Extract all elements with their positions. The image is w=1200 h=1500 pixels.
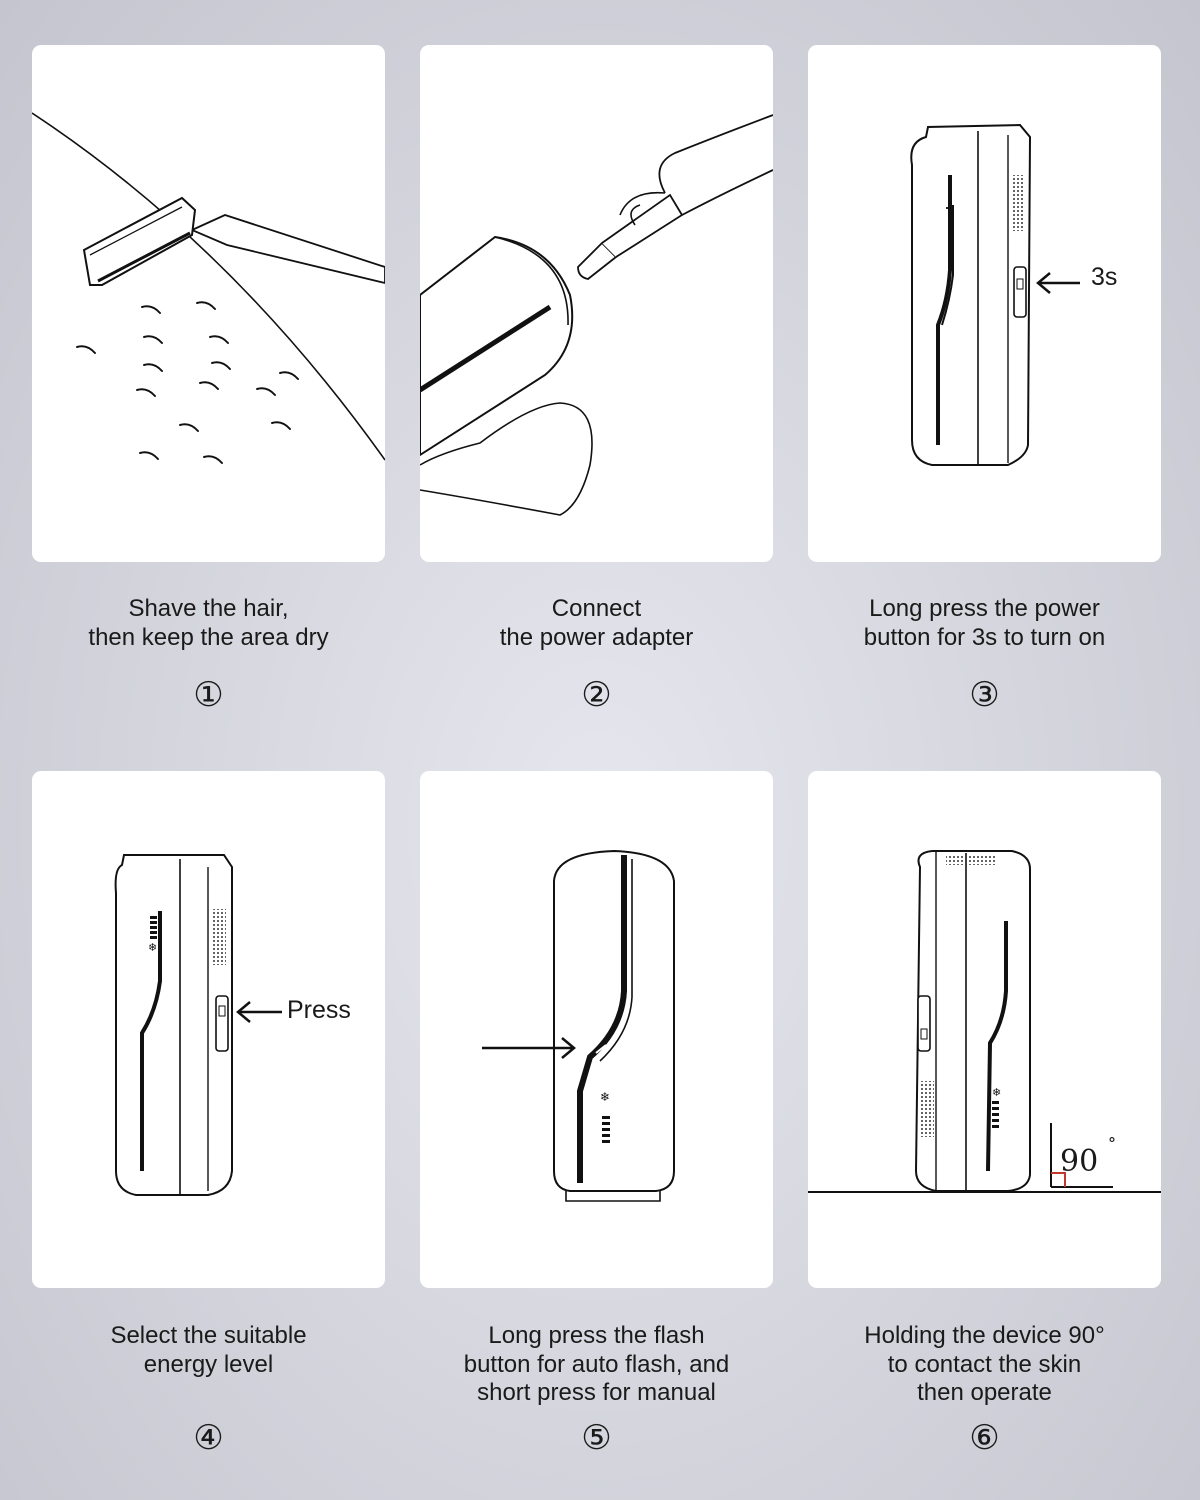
step-5-caption: Long press the flash button for auto flash, and short press for manual xyxy=(463,1322,730,1406)
step-4-callout: Press xyxy=(287,996,351,1024)
svg-text:❄: ❄ xyxy=(992,1086,1002,1099)
step-3-caption: Long press the power button for 3s to turn on xyxy=(863,595,1106,651)
shaving-razor-icon xyxy=(32,45,385,562)
step-2-image xyxy=(420,45,773,562)
step-3-callout: 3s xyxy=(1091,263,1118,291)
svg-text:❄: ❄ xyxy=(148,941,158,954)
step-6-callout-unit: ° xyxy=(1108,1134,1116,1153)
device-power-icon xyxy=(808,45,1161,562)
step-4-image xyxy=(32,771,385,1288)
step-1-caption: Shave the hair, then keep the area dry xyxy=(88,595,329,651)
device-90-degree-icon xyxy=(808,771,1161,1288)
device-energy-icon xyxy=(32,771,385,1288)
step-3-image xyxy=(808,45,1161,562)
step-6-image xyxy=(808,771,1161,1288)
device-flash-icon xyxy=(420,771,773,1288)
step-6-callout: 90 xyxy=(1060,1144,1099,1179)
step-4-number: ④ xyxy=(193,1418,224,1458)
step-6-number: ⑥ xyxy=(969,1418,1000,1458)
step-5-image xyxy=(420,771,773,1288)
step-4-caption: Select the suitable energy level xyxy=(110,1322,307,1378)
svg-text:❄: ❄ xyxy=(600,1090,611,1104)
step-2-number: ② xyxy=(581,675,612,715)
step-2-caption: Connect the power adapter xyxy=(499,595,694,651)
step-1-image xyxy=(32,45,385,562)
step-6-caption: Holding the device 90° to contact the skin then operate xyxy=(864,1322,1105,1406)
adapter-plug-icon xyxy=(420,45,773,562)
step-5-number: ⑤ xyxy=(581,1418,612,1458)
step-3-number: ③ xyxy=(969,675,1000,715)
step-1-number: ① xyxy=(193,675,224,715)
